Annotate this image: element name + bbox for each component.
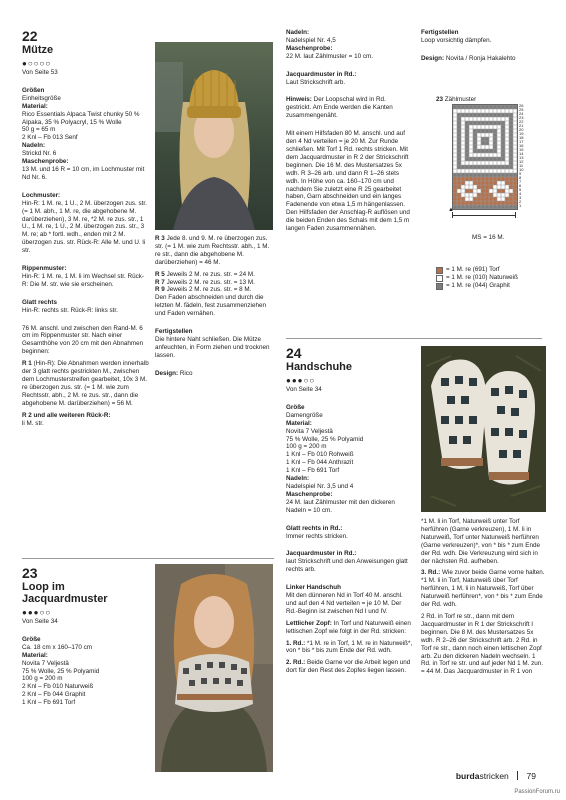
chart-row-number: 15 [519, 147, 524, 152]
legend-label: = 1 M. re (044) Graphit [446, 282, 510, 289]
chart-row-number: 25 [519, 107, 524, 112]
material-line: Novita 7 Veljestä [22, 659, 69, 667]
see-page: Von Seite 53 [22, 69, 58, 76]
lettischer-zopf [286, 620, 414, 636]
row-9 [155, 286, 275, 294]
chart-row-number: 8 [519, 175, 522, 180]
chart-row-number: 5 [519, 187, 522, 192]
chart-row-number: 26 [519, 103, 524, 108]
page-footer [456, 771, 536, 781]
row-2-label: R 2 und alle weiteren Rück-R: [22, 411, 111, 419]
chart-row-number: 10 [519, 167, 524, 172]
chart-row-number: 3 [519, 195, 522, 200]
section-23 [22, 566, 146, 707]
legend-item [436, 282, 546, 290]
round-3 [421, 569, 546, 609]
jacquard-heading: Jacquardmuster in Rd.: [286, 550, 357, 558]
design-text: Novita / Ronja Hakalehto [445, 54, 516, 62]
glatt-heading: Glatt rechts [22, 298, 57, 306]
nadeln-text: Nadelspiel Nr. 4,5 [286, 36, 336, 44]
row-5-text: Jeweils 2 M. re zus. str. = 24 M. [166, 270, 255, 278]
chart-title-text: Zählmuster [444, 96, 477, 103]
fertigstellen-text: Loop vorsichtig dämpfen. [421, 36, 492, 44]
hinweis-label: Hinweis: [286, 96, 312, 104]
rippen-heading: Rippenmuster: [22, 265, 67, 273]
round-2-text: Beide Garne vor die Arbeit legen und dort für den Rest des Zopfes liegen lassen. [286, 659, 411, 675]
section-title: Loop im Jacquardmuster [22, 581, 108, 605]
row-1 [22, 360, 150, 407]
rippen-text: Hin-R: 1 M. re, 1 M. li im Wechsel str. Rück-R: Die M. str. wie sie erscheinen. [22, 272, 144, 288]
design-credit [155, 370, 275, 378]
linker-heading: Linker Handschuh [286, 584, 341, 592]
knitting-chart [452, 104, 518, 210]
round-3-label: 3. Rd.: [421, 569, 441, 577]
section-number: 24 [286, 345, 302, 361]
chart-row-number: 7 [519, 179, 522, 184]
row-3-label: R 3 [155, 235, 165, 242]
legend-swatch [436, 275, 443, 282]
jacquard-heading: Jacquardmuster in Rd.: [286, 70, 357, 78]
hinweis [286, 96, 412, 120]
see-page: Von Seite 34 [286, 386, 322, 393]
row-7-label: R 7 [155, 278, 165, 286]
maschen-heading: Maschenprobe: [22, 158, 69, 166]
maschen-text: 24 M. laut Zählmuster mit den dickeren Nadeln = 10 cm. [286, 498, 395, 514]
loop-photo [155, 564, 273, 772]
design-label: Design: [421, 54, 445, 62]
legend-item [436, 266, 546, 274]
chart-row-number: 23 [519, 115, 524, 120]
chart-row-number: 16 [519, 143, 524, 148]
chart-row-number: 20 [519, 127, 524, 132]
lett-text: In Torf und Naturweiß einen lettischen Zopf wie folgt in der Rd. stricken: [286, 619, 411, 635]
material-heading: Material: [22, 651, 48, 659]
chart-row-number: 4 [519, 191, 522, 196]
hinweis-text: Der Loopschal wird in Rd. gestrickt. Am Ende werden die Kanten zusammengenäht. [286, 96, 393, 120]
material-line: 1 Knl – Fb 691 Torf [286, 467, 340, 475]
section-23-continued [286, 29, 412, 237]
groesse-heading: Größe [22, 635, 41, 643]
nadeln-heading: Nadeln: [286, 29, 310, 36]
section-number: 22 [22, 28, 38, 44]
legend-swatch [436, 267, 443, 274]
hat-photo [155, 42, 273, 230]
chart-cell [513, 205, 517, 209]
chart-row-number: 24 [519, 111, 524, 116]
lochmuster-heading: Lochmuster: [22, 191, 61, 199]
row-1-label: R 1 [22, 360, 32, 368]
round-3-text: Wie zuvor beide Garne vorne halten. *1 M. li in Torf, Naturweiß über Torf herführen, 1 M. li in Naturweiß, Torf über Naturweiß herführen*, von * bis * zum Ende der Rd. wdh. [421, 569, 545, 609]
chart-repeat [448, 207, 522, 218]
instructions-a: *1 M. li in Torf, Naturweiß unter Torf herführen (Garne verkreuzen), 1 M. li in Naturweiß, Torf unter Naturweiß herführen (Garne verkreuzen)*, von * bis * zum Ende der Rd. wdh. Die Verkreuzung wird sich in der nächsten Rd. aufheben. [421, 518, 540, 565]
nadeln-heading: Nadeln: [22, 142, 46, 150]
fertigstellen-heading: Fertigstellen [155, 328, 193, 336]
design-credit [421, 55, 546, 63]
groesse-text: Damengröße [286, 411, 323, 419]
groessen-heading: Größen [22, 86, 45, 94]
material-line: 75 % Wolle, 25 % Polyamid [286, 435, 364, 443]
page-number: 79 [526, 771, 536, 781]
legend-item [436, 274, 546, 282]
chart-row-number: 13 [519, 155, 524, 160]
row-5 [155, 271, 275, 279]
nadeln-text: Strickd Nr. 6 [22, 150, 57, 158]
material-line: 100 g = 200 m [286, 443, 327, 451]
chart-row-number: 18 [519, 135, 524, 140]
row-9-label: R 9 [155, 286, 165, 294]
chart-row-number: 22 [519, 119, 524, 124]
glatt-heading: Glatt rechts in Rd.: [286, 524, 343, 532]
difficulty-dots: ●●●○○ [22, 608, 52, 617]
arrow-up-icon: ▲ [448, 207, 454, 213]
row-7 [155, 279, 275, 287]
row-3 [155, 235, 275, 267]
material-line: 100 g = 200 m [22, 675, 63, 683]
difficulty-dots: ●○○○○ [22, 59, 52, 68]
chart-row-number: 9 [519, 171, 522, 176]
brand-burda: burda [455, 771, 480, 781]
difficulty-dots: ●●●○○ [286, 376, 316, 385]
chart-row-number: 1 [519, 203, 522, 208]
nadeln-text: Nadelspiel Nr. 3,5 und 4 [286, 482, 354, 490]
round-2 [286, 659, 414, 675]
section-24 [286, 346, 414, 679]
mittens-photo [421, 346, 546, 512]
design-label: Design: [155, 369, 179, 377]
footer-divider [517, 771, 518, 780]
design-text: Rico [179, 369, 193, 377]
maschen-heading: Maschenprobe: [286, 44, 333, 52]
maschen-text: 13 M. und 16 R = 10 cm, im Lochmuster mit Nd Nr. 6. [22, 165, 145, 181]
maschen-text: 22 M. laut Zählmuster = 10 cm. [286, 52, 373, 60]
chart-title [436, 96, 546, 104]
material-line: 1 Knl – Fb 010 Rohweiß [286, 451, 354, 459]
fertigstellen-heading: Fertigstellen [421, 29, 459, 36]
anschlag-text: 76 M. anschl. und zwischen den Rand-M. 6 cm im Rippenmuster str. Nach einer Gesamthöhe von 20 cm mit den Abnahmen beginnen: [22, 324, 144, 356]
round-1-text: *1 M. re in Torf, 1 M. re in Naturweiß*, von * bis * bis zum Ende der Rd. wdh. [286, 639, 413, 655]
chart-title-number: 23 [436, 96, 444, 103]
row-3-text: Jede 8. und 9. M. re überzogen zus. str. (= 1 M. wie zum Rechtsstr. abh., 1 M. re str., dann die abgehobene M. darüberziehen) = 46 M. [155, 235, 270, 266]
row-2-text: li M. str. [22, 419, 44, 427]
material-line: 2 Knl – Fb 044 Graphit [22, 691, 86, 699]
see-page: Von Seite 34 [22, 618, 58, 625]
lochmuster-text: Hin-R: 1 M. re, 1 U., 2 M. überzogen zus. str. (= 1 M. abh., 1 M. re, die abgehobene M. darüberziehen), 3 M. re, *2 M. re zus. str., 1 U., 1 M. re, 1 U., 2 M. überzogen zus. str., 3 M. re; ab * fortl. wdh., enden mit 2 M. überzogen zus. str. Rück-R: Alle M. und U. li str. [22, 199, 147, 255]
chart-row-number: 2 [519, 199, 522, 204]
nadeln-heading: Nadeln: [286, 475, 310, 483]
glatt-text: Immer rechts stricken. [286, 532, 348, 540]
material-line: 50 g = 65 m [22, 126, 56, 134]
brand-stricken: stricken [479, 771, 509, 781]
section-22-continued [155, 235, 275, 382]
chart-row-number: 17 [519, 139, 524, 144]
row-9-finish: Den Faden abschneiden und durch die letzten M. fädeln, fest zusammenziehen und Faden vernähen. [155, 294, 266, 318]
material-line: 2 Knl – Fb 013 Senf [22, 134, 78, 142]
material-heading: Material: [286, 419, 312, 427]
material-line: Novita 7 Veljestä [286, 427, 333, 435]
round-2-label: 2. Rd.: [286, 659, 306, 667]
section-24-continued [421, 518, 546, 680]
instructions-text: Mit einem Hilfsfaden 80 M. anschl. und auf den 4 Nd verteilen = je 20 M. Zur Runde schließen. Mit Torf 1 Rd. rechts stricken. Mit dem Jacquardmuster in R 2 der Strickschrift beginnen. Die 16 M. des Mustersatzes 5x wdh. R 3–26 arb. und dann R 1–26 stets wdh. In Höhe von ca. 160–170 cm und nachdem Sie zuletzt eine R 25 gearbeitet haben, Garn abschneiden und ein langes Fadenende von etwa 1,5 m hängenlassen. Den Hilfsfaden der Anschlag-R auflösen und die beiden Enden des Schals mit dem 1,5 m langen Faden zusammennähen. [286, 130, 410, 233]
section-divider [22, 558, 274, 559]
row-2 [22, 412, 150, 428]
row-7-text: Jeweils 2 M. re zus. str. = 13 M. [166, 278, 255, 286]
material-line: 1 Knl – Fb 044 Anthrazit [286, 459, 354, 467]
legend-label: = 1 M. re (010) Naturweiß [446, 274, 518, 281]
section-title: Handschuhe [286, 361, 353, 373]
maschen-heading: Maschenprobe: [286, 490, 333, 498]
legend-swatch [436, 283, 443, 290]
jacquard-text: Laut Strickschrift arb. [286, 78, 346, 86]
legend-label: = 1 M. re (691) Torf [446, 266, 500, 273]
row-1-text: (Hin-R): Die Abnahmen werden innerhalb der 3 glatt rechts gestrickten M., zwischen dem Lochmusterstreifen gearbeitet, 10x 3 M. re überzogen zus. str. (= 1 M. wie zum Rechtsstr. abh., 2 M. re zus. str., dann die abgehobene M. darüberziehen) = 56 M. [22, 360, 149, 407]
groessen-text: Einheitsgröße [22, 94, 61, 102]
material-line: 1 Knl – Fb 691 Torf [22, 699, 76, 707]
chart-row-number: 19 [519, 131, 524, 136]
material-heading: Material: [22, 102, 48, 110]
material-line: 75 % Wolle, 25 % Polyamid [22, 667, 100, 675]
round-1 [286, 640, 414, 656]
watermark: PassionForum.ru [514, 789, 560, 795]
lett-label: Lettlicher Zopf: [286, 619, 332, 627]
chart-legend [436, 266, 546, 290]
chart-row-number: 11 [519, 163, 524, 168]
glatt-text: Hin-R: rechts str. Rück-R: links str. [22, 306, 118, 314]
section-number: 23 [22, 565, 38, 581]
fertigstellen-text: Die hintere Naht schließen. Die Mütze anfeuchten, in Form ziehen und trocknen lassen. [155, 335, 270, 359]
section-divider [286, 338, 542, 339]
chart-row-number: 6 [519, 183, 522, 188]
chart-repeat-label: MS = 16 M. [472, 234, 505, 241]
chart-row-number: 12 [519, 159, 524, 164]
section-22 [22, 29, 150, 431]
groesse-heading: Größe [286, 403, 305, 411]
row-9-text: Jeweils 2 M. re zus. str. = 8 M. [166, 286, 252, 294]
section-23-finish [421, 29, 546, 67]
groesse-text: Ca. 18 cm x 160–170 cm [22, 643, 93, 651]
jacquard-text: laut Strickschrift und den Anweisungen glatt rechts arb. [286, 558, 408, 574]
row-5-label: R 5 [155, 270, 165, 278]
chart-row-numbers [519, 104, 533, 208]
linker-text: Mit den dünneren Nd in Torf 40 M. anschl. und auf den 4 Nd verteilen = je 10 M. Der Rd.-Beginn ist zwischen Nd I und IV. [286, 592, 403, 615]
chart-row-number: 21 [519, 123, 524, 128]
material-text: Rico Essentials Alpaca Twist chunky 50 % Alpaka, 35 % Polyacryl, 15 % Wolle [22, 110, 140, 126]
instructions-b: 2 Rd. in Torf re str., dann mit dem Jacquardmuster in R 1 der Strickschrift I beginnen. Die 8 M. des Mustersatzes 5x wdh. R 2–26 der Strickschrift arb. 2 Rd. in Torf re str., dann noch einen lettischen Zopf arb. Zu den dickeren Nadeln wechseln. 1 Rd. in Torf re str. und auf jeder Nd 1 M. zun. = 44 M. Das Jacquardmuster in R 1 von [421, 612, 544, 676]
round-1-label: 1. Rd.: [286, 639, 306, 647]
section-title: Mütze [22, 44, 54, 56]
material-line: 2 Knl – Fb 010 Naturweiß [22, 683, 94, 691]
chart-row-number: 14 [519, 151, 524, 156]
